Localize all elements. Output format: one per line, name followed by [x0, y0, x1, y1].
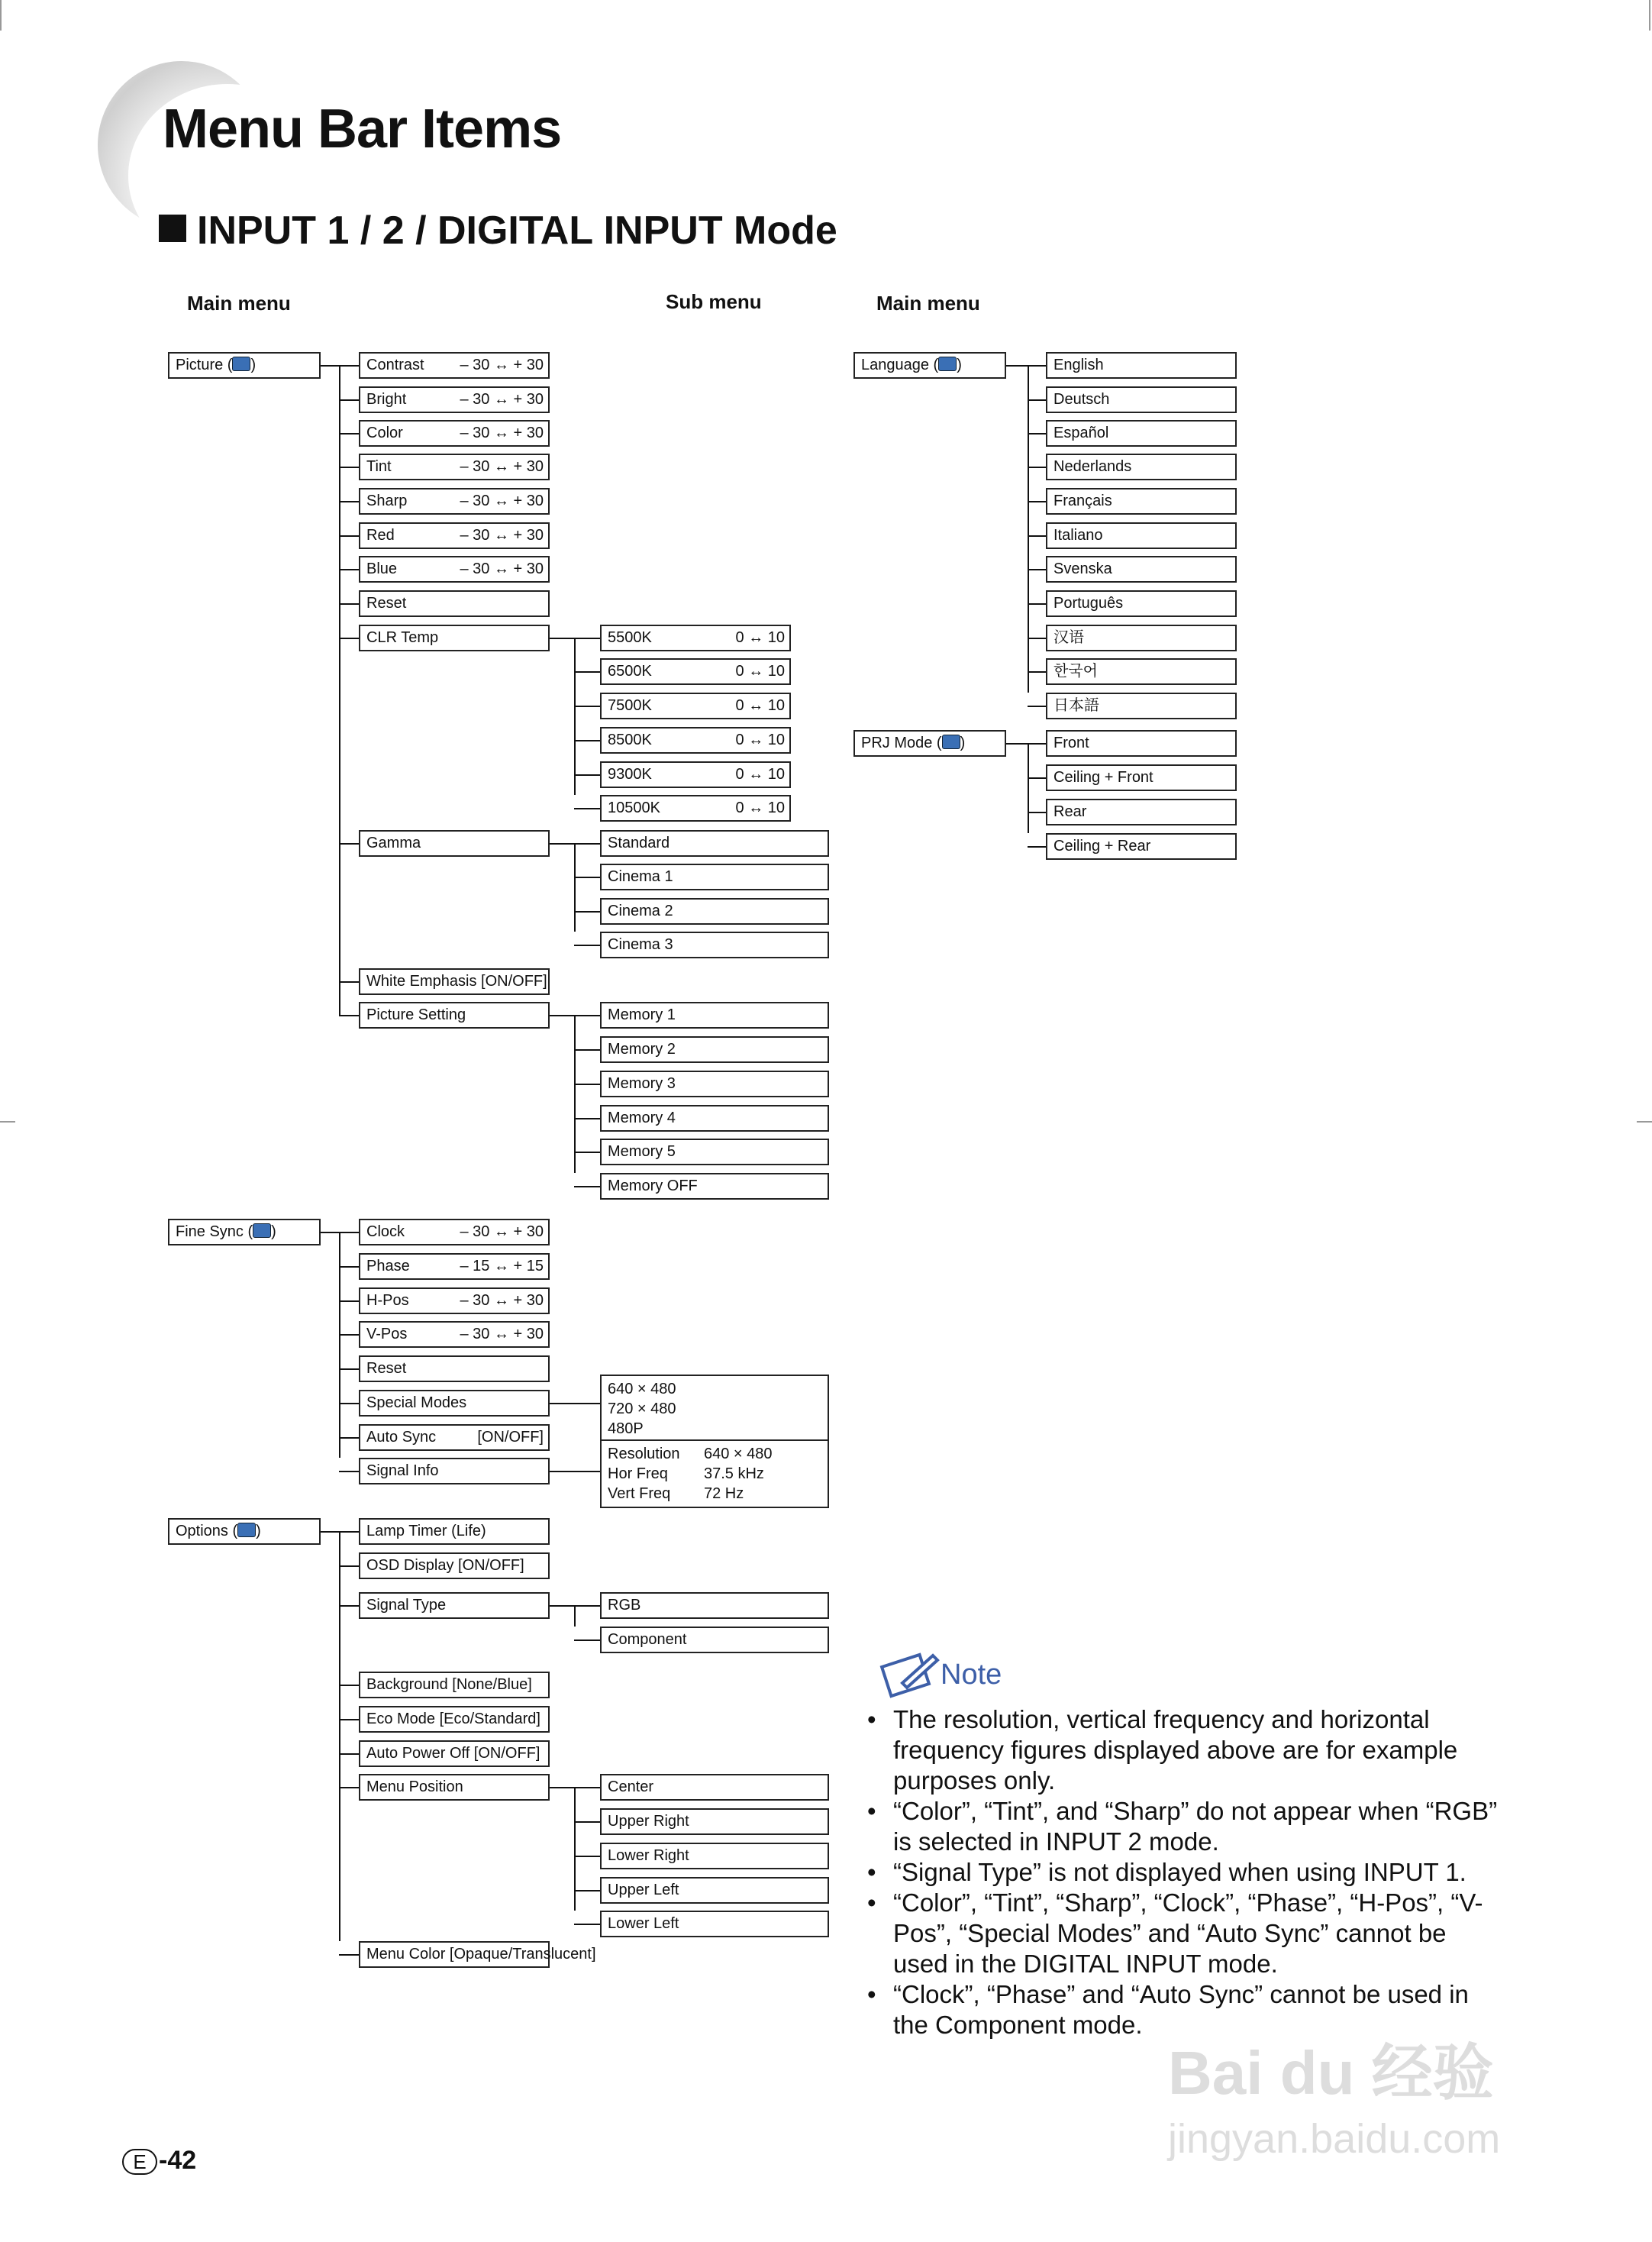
language-item[interactable] [1046, 522, 1237, 549]
picture-item[interactable] [359, 968, 550, 995]
header-main-menu-left: Main menu [187, 292, 291, 315]
fine-sync-item[interactable] [359, 1355, 550, 1382]
connector-line [574, 1821, 600, 1823]
connector-line [574, 1787, 600, 1788]
picture-setting-item[interactable] [600, 1036, 829, 1063]
picture-item-label: Bright [366, 391, 407, 408]
connector-line [339, 467, 359, 468]
connector-line [339, 1954, 359, 1956]
picture-item-label: White Emphasis [ON/OFF] [366, 973, 547, 990]
picture-item[interactable] [359, 454, 550, 480]
connector-line [339, 1471, 359, 1472]
connector-line [574, 1605, 600, 1607]
picture-setting-item-label: Memory OFF [608, 1178, 698, 1194]
menu-fine-sync-label-end: ) [271, 1223, 276, 1240]
signal-info-panel [600, 1439, 829, 1508]
picture-item-range: – 30 ↔ + 30 [460, 493, 544, 509]
prj-mode-item[interactable] [1046, 730, 1237, 757]
fine-sync-item[interactable] [359, 1219, 550, 1245]
clr-temp-item-label: 5500K [608, 629, 652, 646]
crop-mark [1649, 0, 1650, 31]
picture-item-range: – 30 ↔ + 30 [460, 391, 544, 408]
picture-item-range: – 30 ↔ + 30 [460, 357, 544, 373]
connector-line [339, 569, 359, 570]
picture-item[interactable] [359, 625, 550, 651]
options-item[interactable] [359, 1740, 550, 1767]
menu-prj-mode-label: PRJ Mode ( [861, 735, 942, 751]
options-item[interactable] [359, 1592, 550, 1619]
gamma-item[interactable] [600, 898, 829, 925]
fine-sync-item-label: Clock [366, 1223, 405, 1240]
fine-sync-icon [253, 1223, 271, 1238]
language-item[interactable] [1046, 454, 1237, 480]
picture-item-label: Red [366, 527, 395, 544]
menu-position-item[interactable] [600, 1843, 829, 1869]
gamma-item-label: Cinema 2 [608, 903, 673, 919]
special-mode-item: 720 × 480 [608, 1400, 676, 1417]
picture-item[interactable] [359, 1002, 550, 1029]
options-item-label: Eco Mode [Eco/Standard] [366, 1711, 540, 1727]
options-item[interactable] [359, 1941, 596, 1968]
header-sub-menu: Sub menu [666, 290, 762, 313]
menu-language[interactable] [853, 352, 1006, 379]
picture-item-label: Reset [366, 595, 407, 612]
section-title [159, 208, 837, 254]
picture-item[interactable] [359, 352, 550, 379]
language-item-label: Deutsch [1053, 391, 1110, 408]
clr-temp-item-range: 0 ↔ 10 [735, 800, 785, 816]
gamma-item-label: Cinema 3 [608, 936, 673, 953]
clr-temp-item-range: 0 ↔ 10 [735, 629, 785, 646]
connector-line [1028, 365, 1029, 693]
language-item[interactable] [1046, 352, 1237, 379]
prj-mode-item[interactable] [1046, 799, 1237, 825]
connector-line [1028, 535, 1046, 537]
connector-line [339, 399, 359, 401]
connector-line [1028, 846, 1046, 848]
note-item: • “Color”, “Tint”, “Sharp”, “Clock”, “Phase”, “H-Pos”, “V-Pos”, “Special Modes” and “Auto Sync” cannot be used in the DIGITAL INPUT mode. [866, 1888, 1499, 1979]
signal-info-value: 72 Hz [704, 1485, 744, 1502]
clr-temp-item-label: 8500K [608, 732, 652, 748]
connector-line [339, 1403, 359, 1404]
prj-mode-item[interactable] [1046, 764, 1237, 791]
menu-position-item-label: Lower Left [608, 1915, 679, 1932]
gamma-item-label: Standard [608, 835, 670, 851]
signal-type-item-label: RGB [608, 1597, 641, 1614]
picture-item-range: – 30 ↔ + 30 [460, 425, 544, 441]
clr-temp-item[interactable] [600, 795, 791, 822]
connector-line [339, 1368, 359, 1370]
clr-temp-item-range: 0 ↔ 10 [735, 697, 785, 714]
connector-line [1028, 706, 1046, 707]
language-item-label: Svenska [1053, 560, 1112, 577]
clr-temp-item[interactable] [600, 693, 791, 719]
fine-sync-item-range: – 30 ↔ + 30 [460, 1223, 544, 1240]
connector-line [1028, 671, 1046, 673]
fine-sync-item[interactable] [359, 1321, 550, 1348]
clr-temp-item-label: 7500K [608, 697, 652, 714]
menu-position-item-label: Center [608, 1778, 654, 1795]
picture-setting-item-label: Memory 1 [608, 1006, 676, 1023]
signal-info-value: 37.5 kHz [704, 1465, 764, 1482]
language-item[interactable] [1046, 556, 1237, 583]
connector-line [339, 1565, 359, 1567]
note-item: • “Signal Type” is not displayed when using INPUT 1. [866, 1857, 1499, 1888]
picture-setting-item[interactable] [600, 1002, 829, 1029]
menu-options-label: Options ( [176, 1523, 238, 1539]
header-main-menu-right: Main menu [876, 292, 980, 315]
picture-item-range: – 30 ↔ + 30 [460, 458, 544, 475]
connector-line [574, 877, 600, 878]
connector-line [574, 843, 600, 845]
options-item[interactable] [359, 1672, 550, 1698]
picture-item-range: – 30 ↔ + 30 [460, 560, 544, 577]
connector-line [1028, 812, 1046, 813]
picture-item-label: Color [366, 425, 403, 441]
connector-line [574, 1640, 600, 1641]
fine-sync-item-range: – 30 ↔ + 30 [460, 1326, 544, 1342]
connector-line [574, 1015, 576, 1173]
language-item-label: Nederlands [1053, 458, 1132, 475]
page-number [122, 2146, 196, 2176]
connector-line [339, 638, 359, 639]
menu-position-item[interactable] [600, 1911, 829, 1937]
picture-item-label: Picture Setting [366, 1006, 466, 1023]
special-mode-item: 640 × 480 [608, 1381, 676, 1397]
picture-setting-item-label: Memory 4 [608, 1110, 676, 1126]
picture-setting-item-label: Memory 3 [608, 1075, 676, 1092]
signal-info-value: 640 × 480 [704, 1446, 773, 1462]
connector-line [574, 1118, 600, 1119]
connector-line [574, 1049, 600, 1051]
fine-sync-item-label: Reset [366, 1360, 407, 1377]
options-item-label: Menu Color [Opaque/Translucent] [366, 1946, 596, 1963]
connector-line [339, 1753, 359, 1755]
clr-temp-item-label: 9300K [608, 766, 652, 783]
connector-line [1028, 467, 1046, 468]
language-item[interactable] [1046, 420, 1237, 447]
connector-line [574, 1152, 600, 1153]
connector-line [339, 1232, 359, 1233]
language-item[interactable] [1046, 693, 1237, 719]
fine-sync-item[interactable] [359, 1424, 550, 1451]
picture-item[interactable] [359, 386, 550, 413]
menu-picture-label: Picture ( [176, 357, 233, 373]
connector-line [574, 1787, 576, 1911]
prj-mode-item-label: Front [1053, 735, 1089, 751]
watermark-logo: Bai du 经验 [1168, 2039, 1494, 2107]
connector-line [339, 1300, 359, 1302]
picture-item[interactable] [359, 488, 550, 515]
connector-line [574, 638, 576, 795]
connector-line [574, 1186, 600, 1187]
menu-picture[interactable] [168, 352, 321, 379]
fine-sync-item[interactable] [359, 1287, 550, 1314]
connector-line [339, 981, 359, 983]
connector-line [574, 1605, 576, 1627]
connector-line [339, 603, 359, 605]
crop-mark [0, 0, 2, 31]
signal-type-item-label: Component [608, 1631, 687, 1648]
fine-sync-item[interactable] [359, 1390, 550, 1417]
picture-item[interactable] [359, 830, 550, 857]
language-item-label: Français [1053, 493, 1112, 509]
note-item: • “Clock”, “Phase” and “Auto Sync” cannot be used in the Component mode. [866, 1979, 1499, 2040]
connector-line [339, 1437, 359, 1439]
clr-temp-item-label: 6500K [608, 663, 652, 680]
picture-item-label: Gamma [366, 835, 421, 851]
connector-line [574, 1924, 600, 1925]
connector-line [1028, 638, 1046, 639]
note-item: • “Color”, “Tint”, and “Sharp” do not appear when “RGB” is selected in INPUT 2 mode. [866, 1796, 1499, 1857]
special-mode-item: 480P [608, 1420, 644, 1437]
connector-line [339, 1266, 359, 1268]
clr-temp-item-label: 10500K [608, 800, 660, 816]
gamma-item-label: Cinema 1 [608, 868, 673, 885]
connector-line [339, 1719, 359, 1720]
connector-line [1028, 569, 1046, 570]
language-item-label: 한국어 [1053, 663, 1098, 680]
language-item[interactable] [1046, 488, 1237, 515]
connector-line [1028, 777, 1046, 779]
fine-sync-item-label: V-Pos [366, 1326, 408, 1342]
connector-line [339, 843, 359, 845]
language-item-label: 汉语 [1053, 629, 1084, 646]
crop-mark [0, 1121, 15, 1123]
picture-item[interactable] [359, 556, 550, 583]
signal-info-row [608, 1444, 828, 1464]
fine-sync-item-range: [ON/OFF] [477, 1429, 544, 1446]
prj-mode-item-label: Ceiling + Front [1053, 769, 1153, 786]
connector-line [339, 365, 340, 1015]
picture-item-label: Sharp [366, 493, 408, 509]
section-title-text: INPUT 1 / 2 / DIGITAL INPUT Mode [197, 208, 837, 253]
options-item-label: Menu Position [366, 1778, 463, 1795]
prj-mode-item[interactable] [1046, 833, 1237, 860]
picture-item-label: Contrast [366, 357, 424, 373]
signal-info-key: Hor Freq [608, 1465, 668, 1482]
crop-mark [1637, 1121, 1652, 1123]
picture-setting-item[interactable] [600, 1105, 829, 1132]
signal-info-key: Vert Freq [608, 1485, 671, 1502]
connector-line [339, 1605, 359, 1607]
picture-item-label: Blue [366, 560, 398, 577]
picture-item[interactable] [359, 420, 550, 447]
clr-temp-item-range: 0 ↔ 10 [735, 766, 785, 783]
options-item[interactable] [359, 1518, 550, 1545]
connector-line [550, 1471, 600, 1472]
menu-language-label: Language ( [861, 357, 939, 373]
page-title: Menu Bar Items [163, 99, 562, 160]
signal-type-item[interactable] [600, 1592, 829, 1619]
connector-line [574, 740, 600, 741]
connector-line [339, 1685, 359, 1686]
prj-mode-icon [942, 735, 960, 749]
connector-line [574, 1015, 600, 1016]
watermark-url: jingyan.baidu.com [1168, 2116, 1501, 2162]
connector-line [1028, 399, 1046, 401]
gamma-item[interactable] [600, 830, 829, 857]
connector-line [1028, 433, 1046, 435]
menu-position-item-label: Lower Right [608, 1847, 689, 1864]
connector-line [1028, 365, 1046, 367]
connector-line [1028, 743, 1046, 745]
fine-sync-item-label: Signal Info [366, 1462, 439, 1479]
connector-line [574, 843, 576, 932]
connector-line [339, 501, 359, 502]
note-item: • The resolution, vertical frequency and horizontal frequency figures displayed above are for example purposes only. [866, 1704, 1499, 1796]
connector-line [1028, 603, 1046, 605]
language-item[interactable] [1046, 590, 1237, 617]
prj-mode-item-label: Ceiling + Rear [1053, 838, 1151, 854]
options-item-label: OSD Display [ON/OFF] [366, 1557, 524, 1574]
clr-temp-item[interactable] [600, 761, 791, 788]
picture-setting-item[interactable] [600, 1173, 829, 1200]
menu-fine-sync-label: Fine Sync ( [176, 1223, 253, 1240]
language-item-label: English [1053, 357, 1104, 373]
clr-temp-item[interactable] [600, 625, 791, 651]
connector-line [339, 1531, 340, 1941]
connector-line [574, 1856, 600, 1857]
options-item[interactable] [359, 1706, 550, 1733]
connector-line [550, 1403, 600, 1404]
picture-setting-item-label: Memory 2 [608, 1041, 676, 1058]
special-modes-list [600, 1375, 829, 1443]
fine-sync-item-range: – 15 ↔ + 15 [460, 1258, 544, 1274]
page-prefix-badge: E [122, 2149, 157, 2175]
fine-sync-item-label: Phase [366, 1258, 410, 1274]
options-item-label: Background [None/Blue] [366, 1676, 532, 1693]
clr-temp-item[interactable] [600, 658, 791, 685]
fine-sync-item-label: H-Pos [366, 1292, 409, 1309]
menu-fine-sync[interactable] [168, 1219, 321, 1245]
fine-sync-item[interactable] [359, 1458, 550, 1484]
menu-options-label-end: ) [256, 1523, 261, 1539]
options-item[interactable] [359, 1774, 550, 1801]
menu-language-label-end: ) [957, 357, 962, 373]
language-item[interactable] [1046, 386, 1237, 413]
connector-line [574, 911, 600, 913]
signal-type-item[interactable] [600, 1627, 829, 1653]
language-item-label: Italiano [1053, 527, 1103, 544]
language-item-label: 日本語 [1053, 697, 1099, 714]
picture-setting-item[interactable] [600, 1071, 829, 1097]
language-item-label: Português [1053, 595, 1124, 612]
menu-position-item-label: Upper Right [608, 1813, 689, 1830]
options-item-label: Auto Power Off [ON/OFF] [366, 1745, 540, 1762]
connector-line [339, 1015, 359, 1016]
clr-temp-item[interactable] [600, 727, 791, 754]
fine-sync-item-label: Auto Sync [366, 1429, 437, 1446]
signal-info-row [608, 1484, 828, 1504]
connector-line [1028, 501, 1046, 502]
connector-line [574, 638, 600, 639]
connector-line [1028, 743, 1029, 833]
picture-item[interactable] [359, 522, 550, 549]
picture-item-range: – 30 ↔ + 30 [460, 527, 544, 544]
picture-setting-item[interactable] [600, 1139, 829, 1165]
fine-sync-item[interactable] [359, 1253, 550, 1280]
options-item[interactable] [359, 1552, 550, 1579]
menu-position-item[interactable] [600, 1774, 829, 1801]
picture-item-label: Tint [366, 458, 392, 475]
connector-line [574, 706, 600, 707]
clr-temp-item-range: 0 ↔ 10 [735, 663, 785, 680]
connector-line [339, 433, 359, 435]
fine-sync-item-label: Special Modes [366, 1394, 467, 1411]
connector-line [339, 535, 359, 537]
connector-line [339, 1531, 359, 1533]
page-number-text: -42 [159, 2146, 197, 2175]
menu-prj-mode-label-end: ) [960, 735, 966, 751]
connector-line [574, 808, 600, 809]
connector-line [574, 671, 600, 673]
gamma-item[interactable] [600, 932, 829, 958]
note-title: Note [941, 1659, 1002, 1691]
menu-picture-label-end: ) [250, 357, 257, 373]
menu-options[interactable] [168, 1518, 321, 1545]
clr-temp-item-range: 0 ↔ 10 [735, 732, 785, 748]
options-item-label: Signal Type [366, 1597, 447, 1614]
picture-icon [232, 357, 250, 371]
options-item-label: Lamp Timer (Life) [366, 1523, 486, 1539]
note-pencil-icon [879, 1649, 939, 1698]
picture-item-label: CLR Temp [366, 629, 439, 646]
picture-item[interactable] [359, 590, 550, 617]
connector-line [574, 1084, 600, 1085]
language-item[interactable] [1046, 625, 1237, 651]
menu-prj-mode[interactable] [853, 730, 1006, 757]
connector-line [339, 365, 359, 367]
connector-line [339, 1334, 359, 1336]
connector-line [339, 1787, 359, 1788]
signal-info-key: Resolution [608, 1446, 680, 1462]
connector-line [574, 945, 600, 946]
language-item[interactable] [1046, 658, 1237, 685]
menu-position-item-label: Upper Left [608, 1882, 679, 1898]
signal-info-row [608, 1464, 828, 1484]
fine-sync-item-range: – 30 ↔ + 30 [460, 1292, 544, 1309]
connector-line [574, 774, 600, 776]
language-icon [938, 357, 957, 371]
prj-mode-item-label: Rear [1053, 803, 1087, 820]
square-bullet-icon [159, 215, 186, 242]
picture-setting-item-label: Memory 5 [608, 1143, 676, 1160]
options-icon [237, 1523, 256, 1537]
menu-position-item[interactable] [600, 1808, 829, 1835]
language-item-label: Español [1053, 425, 1109, 441]
gamma-item[interactable] [600, 864, 829, 890]
menu-position-item[interactable] [600, 1877, 829, 1904]
connector-line [574, 1890, 600, 1891]
note-list [866, 1704, 1499, 2040]
